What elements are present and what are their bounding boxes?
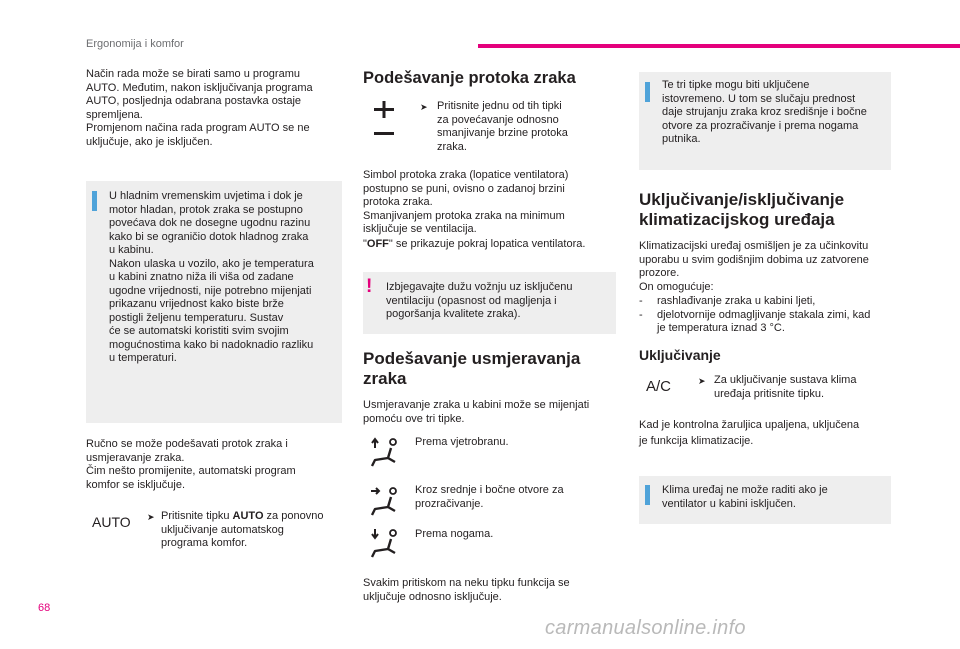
info-box-simultaneous: Te tri tipke mogu biti uključene istovremeno. U tom se slučaju prednost daje strujanju zraka kroz središnje i bočne otvore za prozračivanje i prema nogama putnika. [639, 72, 891, 170]
distribution-intro: Usmjeravanje zraka u kabini može se mijenjati pomoću ove tri tipke. [363, 399, 590, 425]
heading-switching-on: Uključivanje [639, 347, 721, 363]
fan-speed-buttons-icon [374, 101, 394, 137]
ac-button-label: A/C [646, 378, 672, 395]
warning-icon: ! [366, 276, 373, 297]
flow-description: Simbol protoka zraka (lopatice ventilatora) postupno se puni, ovisno o zadanoj brzini protoka zraka. Smanjivanjem protoka zraka na minimum isključuje se ventilacija. [363, 169, 569, 235]
intro-text: Način rada može se birati samo u programu AUTO. Međutim, nakon isključivanja programa AUTO, posljednja odabrana postavka ostaje spremljena. Promjenom načina rada program AUTO se ne uključuje, ako je isključen. [86, 68, 313, 148]
watermark: carmanualsonline.info [545, 617, 746, 639]
ac-instruction: Za uključivanje sustava klima uređaja pritisnite tipku. [714, 374, 857, 400]
heading-air-flow: Podešavanje protoka zraka [363, 69, 576, 87]
section-title: Ergonomija i komfor [86, 38, 184, 50]
auto-button-label: AUTO [92, 514, 131, 530]
bullet-icon: ➤ [698, 376, 706, 386]
section-accent-bar [478, 44, 960, 48]
bullet-icon: ➤ [147, 512, 155, 522]
warning-box-ventilation: ! Izbjegavajte dužu vožnju uz isključenu ventilaciju (opasnost od magljenja i pogoršanja kvalitete zraka). [363, 272, 616, 334]
distribution-feet-text: Prema nogama. [415, 528, 494, 540]
info-box-fan-off: Klima uređaj ne može raditi ako je ventilator u kabini isključen. [639, 476, 891, 524]
air-to-windscreen-icon [369, 436, 399, 468]
list-item: - rashlađivanje zraka u kabini ljeti, [639, 295, 816, 307]
air-to-feet-icon [369, 527, 399, 559]
info-icon [92, 191, 97, 211]
distribution-windscreen-text: Prema vjetrobranu. [415, 436, 509, 448]
distribution-vents-text: Kroz srednje i bočne otvore za prozračivanje. [415, 484, 564, 510]
auto-instruction: Pritisnite tipku AUTO za ponovno uključivanje automatskog programa komfor. [161, 510, 324, 549]
info-box-cold-weather: U hladnim vremenskim uvjetima i dok je motor hladan, protok zraka se postupno povećava dok ne dosegne ugodnu razinu kako bi se ograničio dotok hladnog zraka u kabinu. Nakon ulaska u vozilo, ako je temperatura u kabini znatno niža ili viša od zadane ugodne vrijednosti, nije potrebno mijenjati prikazanu vrijednost kako biste brže postigli željenu temperaturu. Sustav će se automatski koristiti svim svojim mogućnostima kako bi nadoknadio razliku u temperaturi. [86, 181, 342, 423]
info-icon [645, 485, 650, 505]
manual-control-text: Ručno se može podešavati protok zraka i usmjeravanje zraka. Čim nešto promijenite, automatski program komfor se isključuje. [86, 438, 296, 491]
heading-ac-on-off: Uključivanje/isključivanje klimatizacijskog uređaja [639, 190, 845, 229]
flow-instruction: Pritisnite jednu od tih tipki za povećavanje odnosno smanjivanje brzine protoka zraka. [437, 100, 568, 153]
distribution-outro: Svakim pritiskom na neku tipku funkcija se uključuje odnosno isključuje. [363, 577, 570, 603]
page-number: 68 [38, 602, 51, 614]
ac-description: Klimatizacijski uređaj osmišljen je za učinkovitu uporabu u svim godišnjim dobima uz zatvorene prozore. On omogućuje: [639, 240, 869, 293]
bullet-icon: ➤ [420, 102, 428, 112]
off-note: "OFF" se prikazuje pokraj lopatica ventilatora. [363, 238, 586, 250]
list-item: - djelotvornije odmagljivanje stakala zimi, kad je temperatura iznad 3 °C. [639, 308, 871, 334]
heading-air-distribution: Podešavanje usmjeravanja zraka [363, 349, 581, 388]
ac-lamp-text: Kad je kontrolna žaruljica upaljena, uključena je funkcija klimatizacije. [639, 419, 860, 447]
info-icon [645, 82, 650, 102]
ac-benefits-list [639, 295, 899, 336]
air-to-vents-icon [369, 485, 399, 517]
